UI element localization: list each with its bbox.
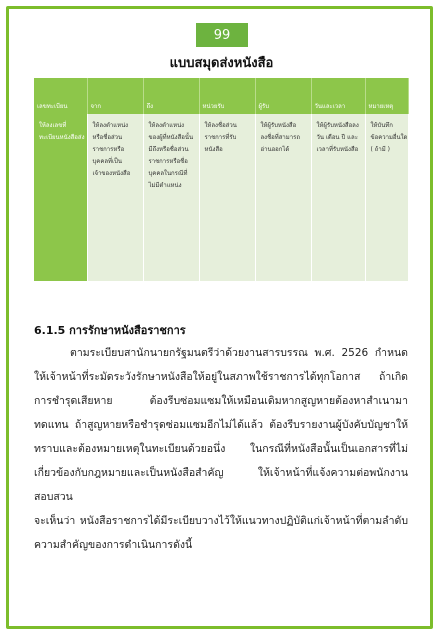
page-number: 99 xyxy=(196,23,248,47)
cell-text: ให้ลงเลขที่ทะเบียนหนังสือส่ง xyxy=(39,122,85,141)
cell-text: ให้ลงชื่อส่วนราชการที่รับหนังสือ xyxy=(204,122,237,153)
table-header-cell: หน่วยรับ xyxy=(199,78,255,114)
table-cell xyxy=(311,114,365,281)
table-header-cell: เลขทะเบียน xyxy=(34,78,87,114)
table-header-cell: วันและเวลา xyxy=(311,78,365,114)
cell-text: ให้ผู้รับหนังสือลงชื่อที่สามารถอ่านออกได้ xyxy=(260,122,300,153)
table-header-cell: ถึง xyxy=(143,78,199,114)
cell-text: ให้ลงตำแหน่งของผู้ที่หนังสือนั้นมีถึงหรือชื่อส่วนราชการหรือชื่อบุคคลในกรณีที่ไม่มีตำแหน่ง xyxy=(148,122,194,189)
body-paragraph: จะเห็นว่า หนังสือราชการได้มีระเบียบวางไว้ให้แนวทางปฏิบัติแก่เจ้าหน้าที่ตามลำดับความสำคัญของการดำเนินการดังนี้ xyxy=(34,515,408,551)
section-body xyxy=(34,341,408,557)
table-cell xyxy=(255,114,311,281)
cell-text: ให้ผู้รับหนังสือลงวัน เดือน ปี และเวลาที่รับหนังสือ xyxy=(316,122,359,153)
table-cell xyxy=(87,114,143,281)
table-header-cell: หมายเหตุ xyxy=(365,78,408,114)
body-paragraph: ตามระเบียบสานักนายกรัฐมนตรีว่าด้วยงานสารบรรณ พ.ศ. 2526 กำหนดให้เจ้าหน้าที่ระมัดระวังรักษาหนังสือให้อยู่ในสภาพใช้ราชการได้ทุกโอกาส ถ้าเกิดการชำรุดเสียหาย ต้องรีบซ่อมแซมให้เหมือนเดิมหากสูญหายต้องหาสำเนามาทดแทน ถ้าสูญหายหรือชำรุดซ่อมแซมอีกไม่ได้แล้ว ต้องรีบรายงานผู้บังคับบัญชาให้ทราบและต้องหมายเหตุในทะเบียนด้วยอนึ่ง ในกรณีที่หนังสือนั้นเป็นเอกสารที่ไม่เกี่ยวข้องกับกฎหมายและเป็นหนังสือสำคัญ ให้เจ้าหน้าที่แจ้งความต่อพนักงานสอบสวน xyxy=(34,347,408,503)
table-row xyxy=(34,114,408,281)
cell-text: ให้ลงตำแหน่งหรือชื่อส่วนราชการหรือบุคคลที่เป็นเจ้าของหนังสือ xyxy=(92,122,131,177)
table-header-row xyxy=(34,78,408,114)
table-cell xyxy=(143,114,199,281)
table-header-cell: ผู้รับ xyxy=(255,78,311,114)
table-cell xyxy=(34,114,87,281)
table-header-cell: จาก xyxy=(87,78,143,114)
page-title: แบบสมุดส่งหนังสือ xyxy=(169,56,274,71)
table-cell xyxy=(199,114,255,281)
table-cell xyxy=(365,114,408,281)
section-heading: 6.1.5 การรักษาหนังสือราชการ xyxy=(34,324,186,337)
delivery-register-table xyxy=(34,78,409,281)
cell-text: ให้บันทึกข้อความอื่นใด ( ถ้ามี ) xyxy=(370,122,408,153)
